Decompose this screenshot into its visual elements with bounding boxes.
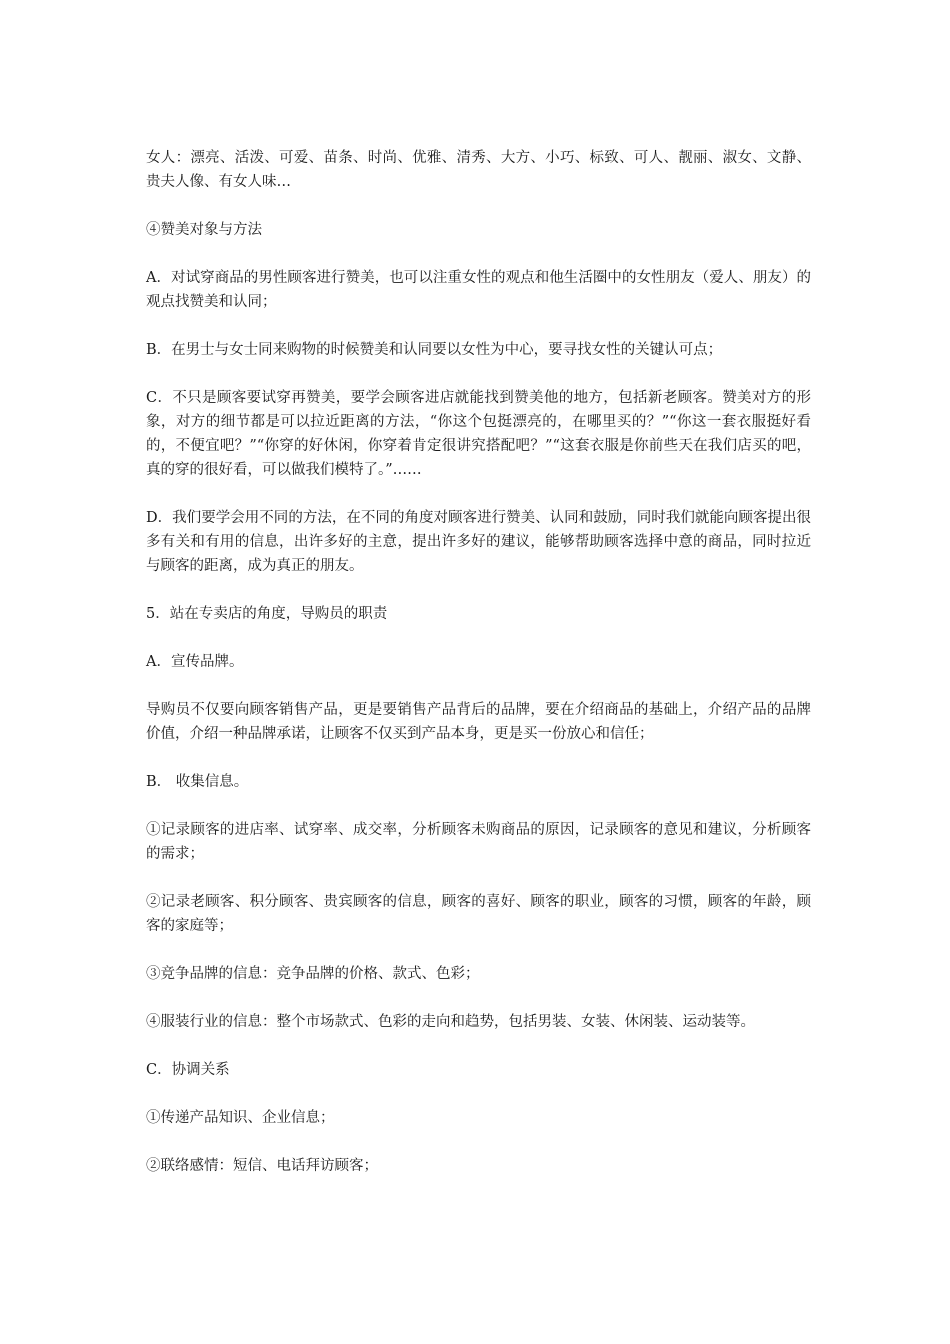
paragraph-praise-c: C．不只是顾客要试穿再赞美，要学会顾客进店就能找到赞美他的地方，包括新老顾客。赞美对方的形象，对方的细节都是可以拉近距离的方法，“你这个包挺漂亮的，在哪里买的？”“你这一套衣服挺好看的，不便宜吧？”“你穿的好休闲，你穿着肯定很讲究搭配吧？”“这套衣服是你前些天在我们店买的吧，真的穿的很好看，可以做我们模特了。”……: [146, 390, 811, 478]
heading-guide-duties: 5．站在专卖店的角度，导购员的职责: [146, 606, 388, 622]
heading-promote-brand: A．宣传品牌。: [146, 654, 244, 670]
document-page: [146, 146, 811, 1202]
paragraph-coordinate-1: ①传递产品知识、企业信息；: [146, 1110, 335, 1126]
heading-praise-methods: ④赞美对象与方法: [146, 222, 262, 238]
paragraph-collect-4: ④服装行业的信息：整个市场款式、色彩的走向和趋势，包括男装、女装、休闲装、运动装等。: [146, 1014, 755, 1030]
paragraph-praise-d: D．我们要学会用不同的方法，在不同的角度对顾客进行赞美、认同和鼓励，同时我们就能向顾客提出很多有关和有用的信息，出许多好的主意，提出许多好的建议，能够帮助顾客选择中意的商品，同时拉近与顾客的距离，成为真正的朋友。: [146, 510, 811, 574]
paragraph-promote-brand: 导购员不仅要向顾客销售产品，更是要销售产品背后的品牌，要在介绍商品的基础上，介绍产品的品牌价值，介绍一种品牌承诺，让顾客不仅买到产品本身，更是买一份放心和信任；: [146, 702, 811, 742]
paragraph-praise-b: B．在男士与女士同来购物的时候赞美和认同要以女性为中心，要寻找女性的关键认可点；: [146, 342, 723, 358]
paragraph-coordinate-2: ②联络感情：短信、电话拜访顾客；: [146, 1158, 378, 1174]
paragraph-collect-1: ①记录顾客的进店率、试穿率、成交率，分析顾客未购商品的原因，记录顾客的意见和建议，分析顾客的需求；: [146, 822, 811, 862]
paragraph-collect-3: ③竞争品牌的信息：竞争品牌的价格、款式、色彩；: [146, 966, 480, 982]
paragraph-collect-2: ②记录老顾客、积分顾客、贵宾顾客的信息，顾客的喜好、顾客的职业，顾客的习惯，顾客的年龄，顾客的家庭等；: [146, 894, 811, 934]
heading-coordinate: C．协调关系: [146, 1062, 230, 1078]
paragraph-praise-a: A．对试穿商品的男性顾客进行赞美，也可以注重女性的观点和他生活圈中的女性朋友（爱人、朋友）的观点找赞美和认同；: [146, 270, 811, 310]
heading-collect-info: B． 收集信息。: [146, 774, 249, 790]
paragraph-female-adjectives: 女人：漂亮、活泼、可爱、苗条、时尚、优雅、清秀、大方、小巧、标致、可人、靓丽、淑女、文静、贵夫人像、有女人味…: [146, 150, 811, 190]
